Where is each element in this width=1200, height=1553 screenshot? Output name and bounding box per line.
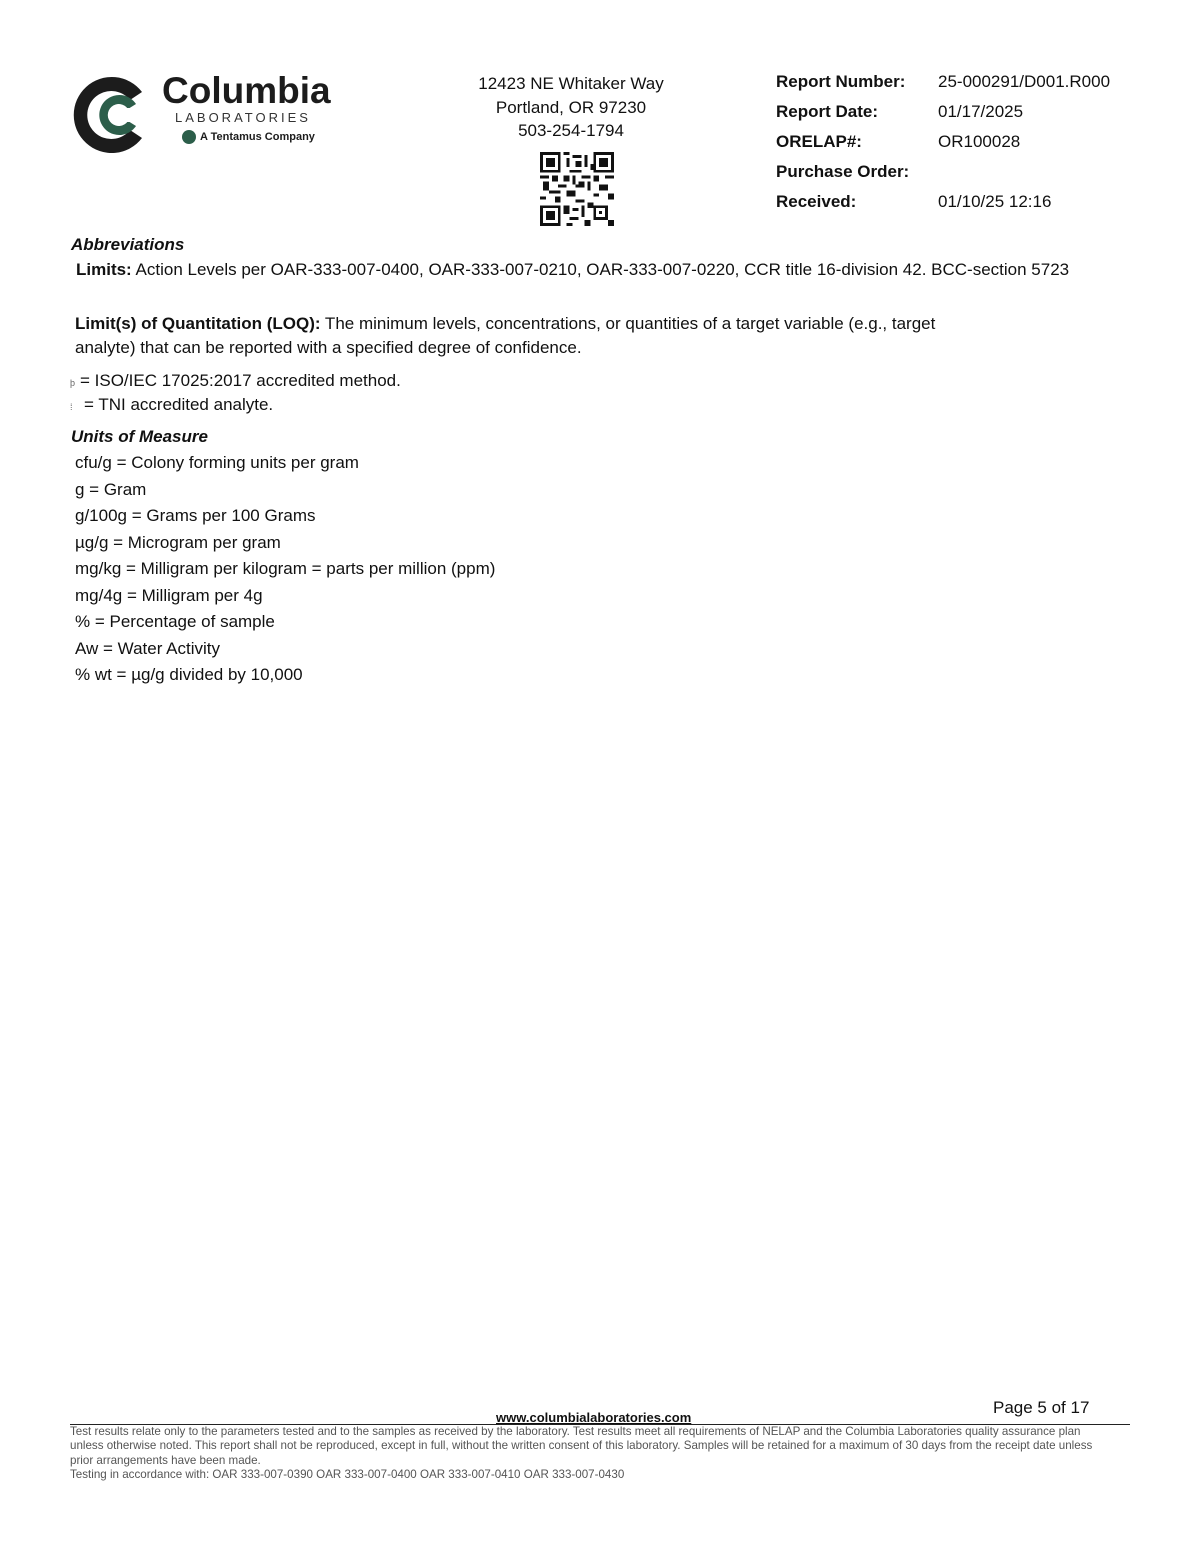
report-number-value: 25-000291/D001.R000 [938, 72, 1111, 91]
list-item: mg/kg = Milligram per kilogram = parts per million (ppm) [75, 559, 496, 578]
iso-text: = ISO/IEC 17025:2017 accredited method. [80, 371, 401, 390]
received-value: 01/10/25 12:16 [938, 192, 1052, 211]
report-date-value: 01/17/2025 [938, 102, 1024, 121]
list-item: % wt = µg/g divided by 10,000 [75, 665, 303, 684]
disclaimer-line: prior arrangements have been made. [70, 1453, 261, 1467]
units-list [75, 450, 775, 689]
columbia-logo-icon [70, 70, 160, 160]
limits-text: Action Levels per OAR-333-007-0400, OAR-333-007-0210, OAR-333-007-0220, CCR title 16-division 42. BCC-section 5723 [131, 260, 1070, 279]
iso-legend [70, 369, 401, 395]
iso-symbol: þ [70, 378, 76, 388]
tni-symbol: ⁞ [70, 402, 73, 412]
received-row [776, 192, 1176, 222]
loq-text: The minimum levels, concentrations, or quantities of a target variable (e.g., target [320, 314, 936, 333]
limits-label: Limits: [76, 260, 132, 279]
disclaimer-line: Testing in accordance with: OAR 333-007-0390 OAR 333-007-0400 OAR 333-007-0410 OAR 333-007-0430 [70, 1467, 625, 1481]
limits-definition [76, 258, 1069, 282]
purchase-order-row [776, 162, 1176, 192]
list-item: Aw = Water Activity [75, 638, 221, 658]
orelap-row [776, 132, 1176, 162]
logo-subtitle: LABORATORIES [175, 110, 311, 125]
logo-tagline [182, 130, 315, 144]
list-item: mg/4g = Milligram per 4g [75, 585, 263, 605]
company-logo [70, 70, 350, 160]
logo-tagline-text: A Tentamus Company [200, 131, 315, 143]
orelap-value: OR100028 [938, 132, 1021, 151]
report-number-label: Report Number: [776, 72, 906, 91]
list-item: % = Percentage of sample [75, 612, 275, 631]
report-info [776, 72, 1176, 222]
website-link[interactable]: www.columbialaboratories.com [496, 1410, 692, 1425]
footer-disclaimer [70, 1425, 1135, 1482]
units-title: Units of Measure [71, 427, 208, 446]
loq-definition [75, 312, 935, 360]
tni-text: = TNI accredited analyte. [84, 395, 274, 414]
list-item: µg/g = Microgram per gram [75, 532, 281, 552]
page-number: Page 5 of 17 [993, 1398, 1090, 1417]
tentamus-icon [182, 130, 196, 144]
report-date-label: Report Date: [776, 102, 879, 121]
report-number-row [776, 72, 1176, 102]
loq-label: Limit(s) of Quantitation (LOQ): [75, 314, 321, 333]
address-city: Portland, OR 97230 [495, 97, 647, 117]
report-date-row [776, 102, 1176, 132]
list-item: cfu/g = Colony forming units per gram [75, 453, 359, 472]
list-item: g = Gram [75, 479, 147, 499]
qr-code-icon[interactable] [540, 152, 614, 226]
tni-legend [70, 393, 273, 419]
orelap-label: ORELAP#: [776, 132, 862, 151]
received-label: Received: [776, 192, 857, 211]
lab-address [460, 72, 682, 143]
address-street: 12423 NE Whitaker Way [478, 74, 664, 93]
list-item: g/100g = Grams per 100 Grams [75, 506, 316, 525]
purchase-order-label: Purchase Order: [776, 162, 910, 181]
disclaimer-line: unless otherwise noted. This report shall not be reproduced, except in full, without the written consent of this laboratory. Samples will be retained for a maximum of 30 days from the receipt date unless [70, 1439, 1093, 1453]
abbreviations-title: Abbreviations [71, 235, 185, 254]
loq-text-continued: analyte) that can be reported with a specified degree of confidence. [75, 338, 582, 357]
logo-wordmark: Columbia [162, 70, 331, 111]
address-phone: 503-254-1794 [518, 121, 624, 140]
disclaimer-line: Test results relate only to the parameters tested and to the samples as received by the laboratory. Test results meet all requirements of NELAP and the Columbia Laboratories quality assurance plan [70, 1425, 1081, 1438]
